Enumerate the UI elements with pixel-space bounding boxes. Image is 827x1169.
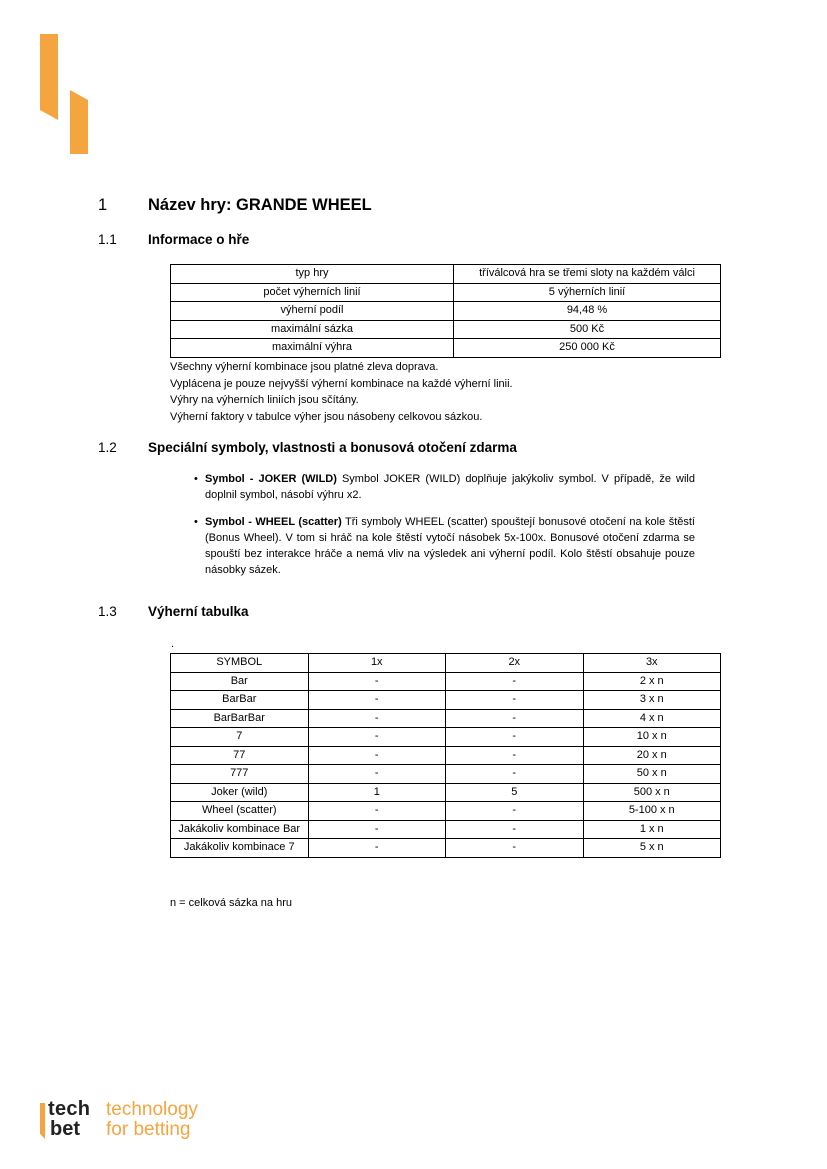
table-row bbox=[171, 265, 721, 284]
special-symbols-list bbox=[205, 471, 695, 589]
pay-cell: 5 bbox=[446, 783, 584, 802]
table-row bbox=[171, 820, 721, 839]
section-number: 1.2 bbox=[98, 440, 117, 455]
logo-word-bet: bet bbox=[50, 1118, 80, 1140]
section-number: 1.3 bbox=[98, 604, 117, 619]
info-label: maximální výhra bbox=[171, 339, 454, 358]
logo-tagline-1: technology bbox=[106, 1099, 198, 1120]
section-title: Informace o hře bbox=[148, 232, 250, 247]
bullet-bold: Symbol - JOKER (WILD) bbox=[205, 473, 337, 485]
pay-cell: - bbox=[446, 820, 584, 839]
symbol-cell: Bar bbox=[171, 672, 309, 691]
pay-cell: 5 x n bbox=[583, 839, 721, 858]
column-header: 2x bbox=[446, 654, 584, 673]
table-row bbox=[171, 746, 721, 765]
table-row bbox=[171, 709, 721, 728]
logo-word-tech: tech bbox=[48, 1098, 91, 1120]
pay-cell: - bbox=[446, 691, 584, 710]
pay-cell: 1 x n bbox=[583, 820, 721, 839]
table-row bbox=[171, 302, 721, 321]
info-label: maximální sázka bbox=[171, 320, 454, 339]
info-value: 94,48 % bbox=[454, 302, 721, 321]
pay-cell: 1 bbox=[308, 783, 446, 802]
pay-cell: - bbox=[446, 802, 584, 821]
note-line: Všechny výherní kombinace jsou platné zleva doprava. bbox=[170, 361, 439, 373]
stray-dot: . bbox=[171, 638, 175, 650]
column-header: 1x bbox=[308, 654, 446, 673]
section-title: Speciální symboly, vlastnosti a bonusová otočení zdarma bbox=[148, 440, 517, 455]
table-row bbox=[171, 691, 721, 710]
pay-cell: 2 x n bbox=[583, 672, 721, 691]
section-number: 1.1 bbox=[98, 232, 117, 247]
symbol-cell: Wheel (scatter) bbox=[171, 802, 309, 821]
symbol-cell: 7 bbox=[171, 728, 309, 747]
symbol-cell: BarBarBar bbox=[171, 709, 309, 728]
info-value: tříválcová hra se třemi sloty na každém válci bbox=[454, 265, 721, 284]
bullet-bold: Symbol - WHEEL (scatter) bbox=[205, 515, 342, 528]
info-label: typ hry bbox=[171, 265, 454, 284]
symbol-cell: BarBar bbox=[171, 691, 309, 710]
table-row bbox=[171, 672, 721, 691]
table-row bbox=[171, 320, 721, 339]
brand-logo-icon bbox=[40, 34, 92, 156]
pay-cell: - bbox=[308, 802, 446, 821]
pay-cell: - bbox=[308, 728, 446, 747]
info-value: 5 výherních linií bbox=[454, 283, 721, 302]
table-header-row bbox=[171, 654, 721, 673]
table-row bbox=[171, 339, 721, 358]
pay-cell: - bbox=[446, 672, 584, 691]
pay-cell: - bbox=[446, 839, 584, 858]
column-header: 3x bbox=[583, 654, 721, 673]
list-item-joker bbox=[205, 471, 695, 504]
pay-cell: - bbox=[308, 820, 446, 839]
rules-notes bbox=[170, 359, 513, 425]
pay-cell: - bbox=[308, 709, 446, 728]
table-row bbox=[171, 783, 721, 802]
info-value: 250 000 Kč bbox=[454, 339, 721, 358]
pay-cell: - bbox=[446, 709, 584, 728]
list-item-wheel bbox=[205, 514, 695, 579]
symbol-cell: 777 bbox=[171, 765, 309, 784]
paytable bbox=[170, 653, 721, 858]
pay-cell: 5-100 x n bbox=[583, 802, 721, 821]
pay-cell: 50 x n bbox=[583, 765, 721, 784]
pay-cell: - bbox=[308, 746, 446, 765]
pay-cell: - bbox=[308, 839, 446, 858]
note-line: Výherní faktory v tabulce výher jsou násobeny celkovou sázkou. bbox=[170, 410, 483, 423]
pay-cell: - bbox=[446, 728, 584, 747]
pay-cell: 3 x n bbox=[583, 691, 721, 710]
footer-logo bbox=[40, 1100, 240, 1146]
bullet-text: Symbol JOKER (WILD) doplňuje jakýkoliv symbol. V případě, že wild doplnil symbol, násobí výhru x2. bbox=[205, 473, 695, 502]
heading-text: Název hry: GRANDE WHEEL bbox=[148, 196, 372, 214]
pay-cell: - bbox=[308, 691, 446, 710]
logo-bar-icon bbox=[40, 1103, 45, 1139]
logo-tagline-2: for betting bbox=[106, 1119, 191, 1140]
pay-cell: - bbox=[446, 765, 584, 784]
pay-cell: 20 x n bbox=[583, 746, 721, 765]
pay-cell: - bbox=[446, 746, 584, 765]
note-line: Výhry na výherních liniích jsou sčítány. bbox=[170, 394, 359, 407]
pay-cell: - bbox=[308, 765, 446, 784]
table-row bbox=[171, 283, 721, 302]
pay-cell: 500 x n bbox=[583, 783, 721, 802]
info-label: výherní podíl bbox=[171, 302, 454, 321]
symbol-cell: Jakákoliv kombinace Bar bbox=[171, 820, 309, 839]
section-title: Výherní tabulka bbox=[148, 604, 249, 619]
info-label: počet výherních linií bbox=[171, 283, 454, 302]
game-info-table bbox=[170, 264, 721, 358]
note-line: Vyplácena je pouze nejvyšší výherní kombinace na každé výherní linii. bbox=[170, 377, 513, 390]
info-value: 500 Kč bbox=[454, 320, 721, 339]
table-row bbox=[171, 765, 721, 784]
pay-cell: - bbox=[308, 672, 446, 691]
table-row bbox=[171, 728, 721, 747]
table-row bbox=[171, 839, 721, 858]
table-row bbox=[171, 802, 721, 821]
symbol-cell: Jakákoliv kombinace 7 bbox=[171, 839, 309, 858]
pay-cell: 4 x n bbox=[583, 709, 721, 728]
symbol-cell: Joker (wild) bbox=[171, 783, 309, 802]
paytable-footnote: n = celková sázka na hru bbox=[170, 897, 292, 909]
symbol-cell: 77 bbox=[171, 746, 309, 765]
heading-number: 1 bbox=[98, 196, 108, 214]
bullet-text: Tři symboly WHEEL (scatter) spouštejí bonusové otočení na kole štěstí (Bonus Wheel). V tom si hráč na kole štěstí vytočí násobek 5x-100x. Bonusové otočení zdarma se spouští bez interakce hráče a nemá vliv na výsledek ani výherní podíl. Kolo štěstí obsahuje pouze násobky sázek. bbox=[205, 515, 695, 577]
column-header: SYMBOL bbox=[171, 654, 309, 673]
pay-cell: 10 x n bbox=[583, 728, 721, 747]
